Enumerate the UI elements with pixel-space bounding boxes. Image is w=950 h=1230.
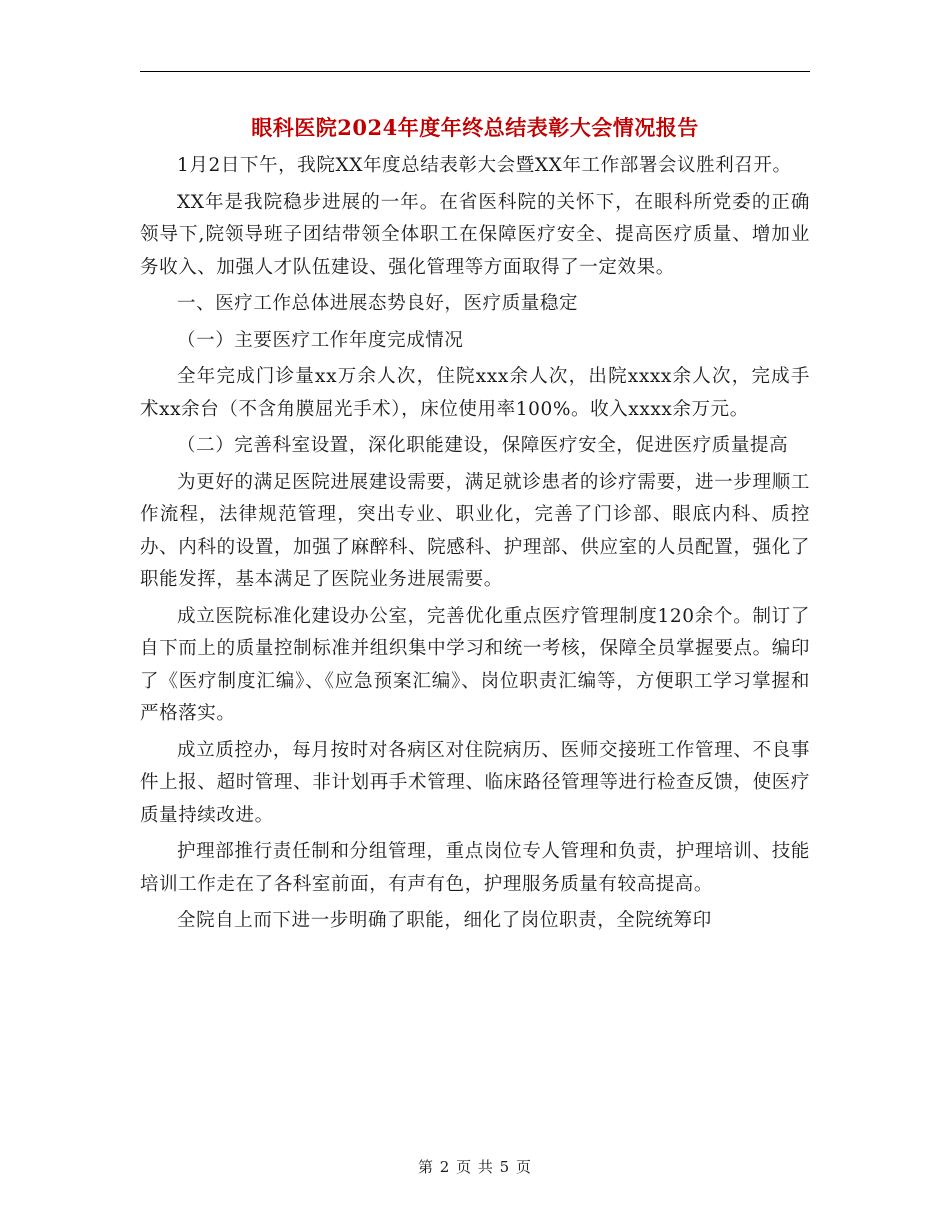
subsection-heading-1: （一）主要医疗工作年度完成情况 — [177, 329, 464, 351]
page-number: 第 2 页 共 5 页 — [418, 1158, 532, 1176]
section-heading-1: 一、医疗工作总体进展态势良好，医疗质量稳定 — [177, 293, 579, 314]
paragraph-2: XX年是我院稳步进展的一年。在省医科院的关怀下，在眼科所党委的正确领导下,院领导班子团结带领全体职工在保障医疗安全、提高医疗质量、增加业务收入、加强人才队伍建设、强化管理等方面取得了一定效果。 — [140, 191, 810, 278]
document-title: 眼科医院2024年度年终总结表彰大会情况报告 — [251, 115, 699, 140]
paragraph-5: 成立医院标准化建设办公室，完善优化重点医疗管理制度120余个。制订了自下而上的质量控制标准并组织集中学习和统一考核，保障全员掌握要点。编印了《医疗制度汇编》、《应急预案汇编》、岗位职责汇编等，方便职工学习掌握和严格落实。 — [140, 605, 810, 724]
paragraph-7: 护理部推行责任制和分组管理，重点岗位专人管理和负责，护理培训、技能培训工作走在了各科室前面，有声有色，护理服务质量有较高提高。 — [140, 841, 810, 895]
header-rule — [140, 71, 810, 72]
paragraph-6: 成立质控办，每月按时对各病区对住院病历、医师交接班工作管理、不良事件上报、超时管理、非计划再手术管理、临床路径管理等进行检查反馈，使医疗质量持续改进。 — [140, 739, 810, 826]
paragraph-3: 全年完成门诊量xx万余人次，住院xxx余人次，出院xxxx余人次，完成手术xx余台（不含角膜屈光手术），床位使用率100%。收入xxxx余万元。 — [140, 366, 810, 420]
paragraph-8: 全院自上而下进一步明确了职能，细化了岗位职责，全院统筹印 — [177, 910, 712, 931]
document-body — [140, 150, 810, 942]
subsection-heading-2: （二）完善科室设置，深化职能建设，保障医疗安全，促进医疗质量提高 — [177, 435, 789, 456]
paragraph-4: 为更好的满足医院进展建设需要，满足就诊患者的诊疗需要，进一步理顺工作流程，法律规范管理，突出专业、职业化，完善了门诊部、眼底内科、质控办、内科的设置，加强了麻醉科、院感科、护理部、供应室的人员配置，强化了职能发挥，基本满足了医院业务进展需要。 — [140, 471, 810, 590]
paragraph-1: 1月2日下午，我院XX年度总结表彰大会暨XX年工作部署会议胜利召开。 — [177, 155, 792, 176]
